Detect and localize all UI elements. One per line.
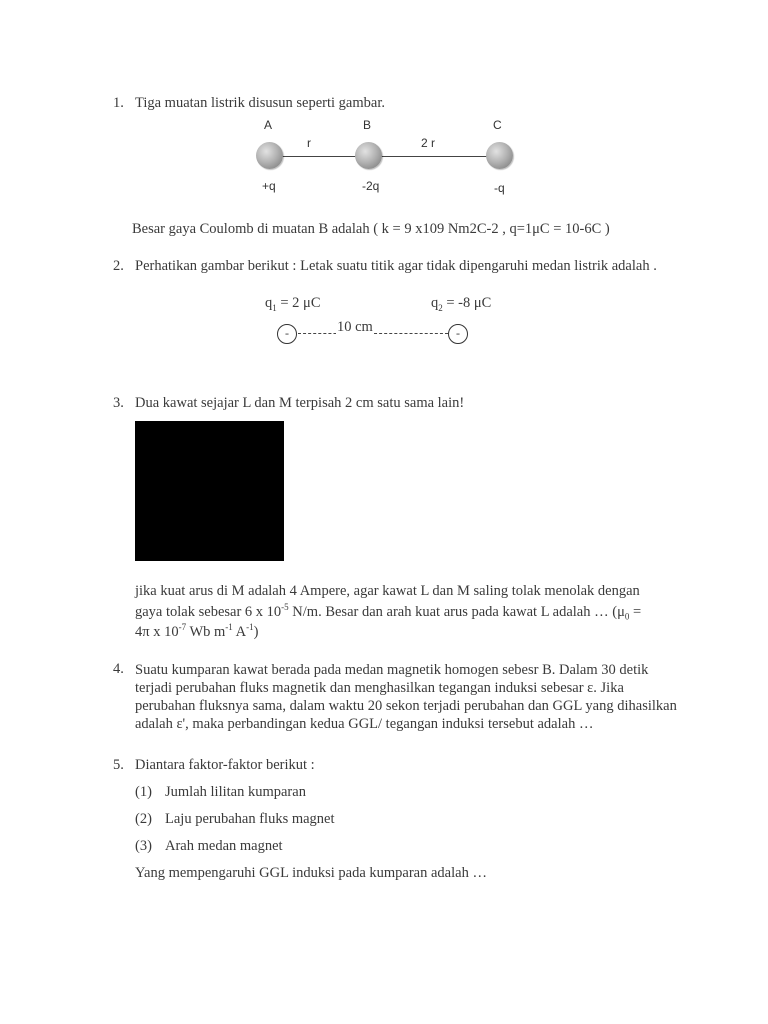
q5-closing: Yang mempengaruhi GGL induksi pada kumparan adalah …: [135, 865, 487, 881]
charge-b-sphere: [355, 142, 382, 169]
q2-number: 2.: [113, 258, 124, 274]
q2-text: Perhatikan gambar berikut : Letak suatu titik agar tidak dipengaruhi medan listrik adalah .: [135, 258, 657, 274]
distance-bc: 2 r: [421, 136, 436, 150]
q4-text: Suatu kumparan kawat berada pada medan magnetik homogen sebesr B. Dalam 30 detik terjadi perubahan fluks magnetik dan menghasilkan tegangan induksi sebesar ε. Jika perubahan fluksnya sama, dalam waktu 20 sekon terjadi perubahan dan GGL yang dihasilkan adalah ε', maka perbandingan kedua GGL/ tegangan induksi tersebut adalah …: [135, 662, 677, 732]
q5-item-1-number: (1): [135, 784, 152, 800]
q1-number: 1.: [113, 95, 124, 111]
q5-number: 5.: [113, 757, 124, 773]
charge-2-circle: -: [448, 324, 468, 344]
q5-item-3: Arah medan magnet: [165, 838, 283, 854]
q1-charge-label: $q_1 = 2$ μC: [265, 295, 321, 313]
label-b: B: [363, 118, 372, 132]
label-c: C: [493, 118, 502, 132]
q5-item-1: Jumlah lilitan kumparan: [165, 784, 306, 800]
charge-c-sphere: [486, 142, 513, 169]
rod-ab: [282, 156, 356, 157]
rod-bc: [381, 156, 487, 157]
q4-number: 4.: [113, 661, 124, 677]
distance-label: 10 cm: [337, 319, 373, 335]
q5-item-3-number: (3): [135, 838, 152, 854]
q3-line1: jika kuat arus di M adalah 4 Ampere, agar kawat L dan M saling tolak menolak dengan: [135, 583, 640, 599]
label-a: A: [264, 118, 273, 132]
q5-item-2: Laju perubahan fluks magnet: [165, 811, 335, 827]
charge-c: -q: [494, 181, 505, 195]
charge-1-circle: -: [277, 324, 297, 344]
q1-text: Tiga muatan listrik disusun seperti gambar.: [135, 95, 385, 111]
distance-ab: r: [307, 136, 311, 150]
charge-a-sphere: [256, 142, 283, 169]
q3-line2: gaya tolak sebesar 6 x $10^{-5}$ N/m. Besar dan arah kuat arus pada kawat L adalah … ($\mu_0$ =: [135, 602, 642, 622]
q5-item-2-number: (2): [135, 811, 152, 827]
q3-text: Dua kawat sejajar L dan M terpisah 2 cm satu sama lain!: [135, 395, 465, 411]
q3-number: 3.: [113, 395, 124, 411]
q5-text: Diantara faktor-faktor berikut :: [135, 757, 315, 773]
q1-question: Besar gaya Coulomb di muatan B adalah ( k = 9 x109 Nm2C-2 , q=1μC = 10-6C ): [132, 221, 610, 237]
wire-figure-image: [135, 421, 284, 561]
charge-b: -2q: [362, 179, 380, 193]
q2-charge-label: $q_2 = -8$ μC: [431, 295, 492, 313]
charge-a: +q: [262, 179, 276, 193]
q3-line3: 4π x $10^{-7}$ Wb $m^{-1}$ $A^{-1}$): [135, 622, 259, 640]
